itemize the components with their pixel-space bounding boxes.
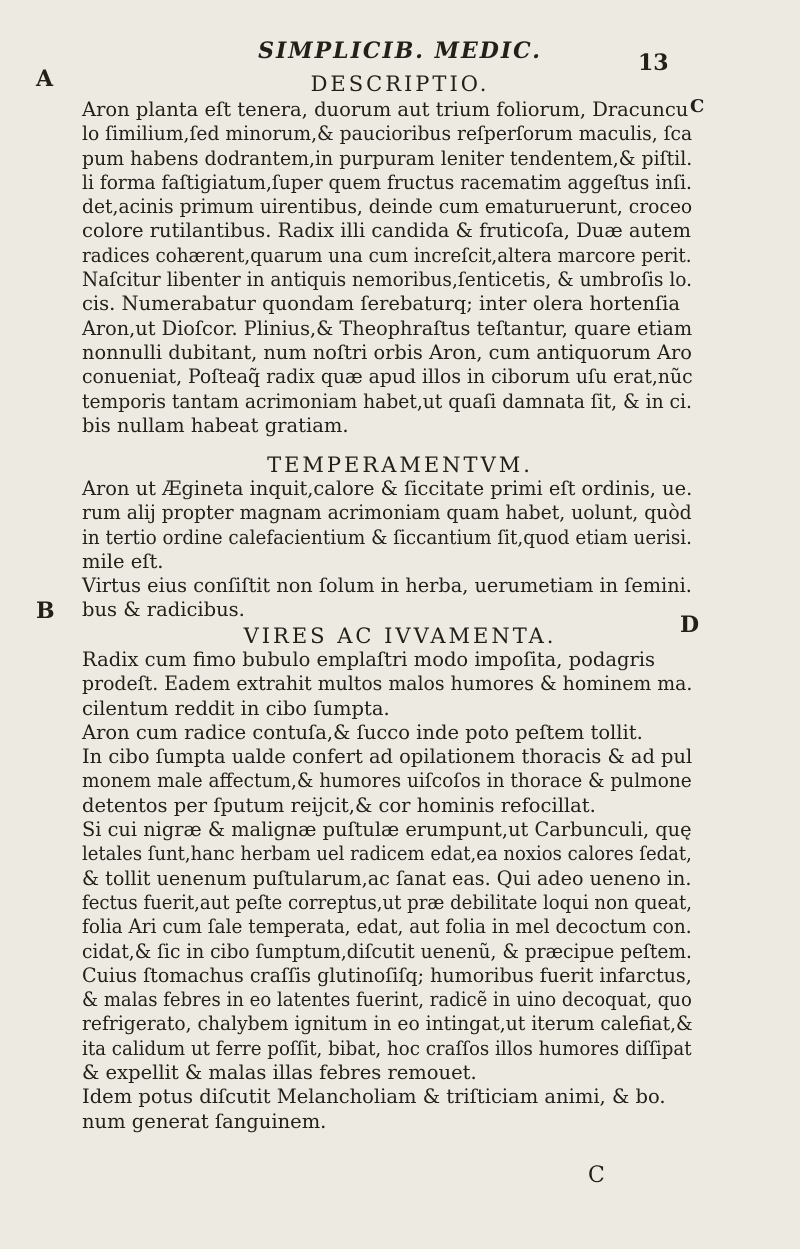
- text-line: in tertio ordine calefacientium & ſiccantium ſit,quod etiam uerisi.: [82, 525, 692, 549]
- text-line: temporis tantam acrimoniam habet,ut quaſi damnata ſit, & in ci.: [82, 389, 692, 413]
- text-line: li forma faſtigiatum,ſuper quem fructus racematim aggeſtus inſi.: [82, 170, 692, 194]
- text-line: cidat,& ſic in cibo ſumptum,diſcutit uenenũ, & præcipue peſtem.: [82, 939, 692, 963]
- text-line: bus & radicibus.: [82, 598, 245, 622]
- descriptio-text: [82, 98, 692, 438]
- running-title: SIMPLICIB. MEDIC.: [258, 38, 542, 64]
- margin-letter-d: D: [680, 612, 700, 638]
- text-line: Aron cum radice contuſa,& ſucco inde poto peſtem tollit.: [82, 720, 643, 744]
- text-line: Virtus eius conſiſtit non ſolum in herba, uerumetiam in ſemini.: [82, 574, 692, 598]
- text-line: cilentum reddit in cibo ſumpta.: [82, 696, 390, 720]
- text-line: fectus fuerit,aut peſte correptus,ut præ debilitate loqui non queat,: [82, 890, 693, 914]
- text-line: In cibo ſumpta ualde confert ad opilationem thoracis & ad pul: [82, 745, 693, 769]
- text-line: radices cohærent,quarum una cum increſcit,altera marcore perit.: [82, 243, 692, 267]
- text-line: det,acinis primum uirentibus, deinde cum ematuruerunt, croceo: [82, 195, 693, 219]
- text-line: & expellit & malas illas febres remouet.: [82, 1061, 477, 1085]
- text-line: colore rutilantibus. Radix illi candida & fruticoſa, Duæ autem: [82, 219, 691, 243]
- text-line: letales ſunt,hanc herbam uel radicem edat,ea noxios calores ſedat,: [82, 842, 692, 866]
- text-line: lo ſimilium,ſed minorum,& paucioribus reſperſorum maculis, ſca: [82, 122, 693, 146]
- text-line: rum alij propter magnam acrimoniam quam habet, uolunt, quòd: [82, 501, 692, 525]
- text-line: mile eſt.: [82, 549, 164, 573]
- section-title-vires: VIRES AC IVVAMENTA.: [243, 624, 557, 648]
- text-line: conueniat, Poſteaq̃ radix quæ apud illos in ciborum uſu erat,nũc: [82, 365, 693, 389]
- text-line: ita calidum ut ferre poſſit, bibat, hoc craſſos illos humores diſſipat: [82, 1036, 692, 1060]
- text-line: detentos per ſputum reijcit,& cor hominis refocillat.: [82, 793, 596, 817]
- page-number: 13: [638, 50, 669, 76]
- temperamentum-text: [82, 477, 692, 623]
- text-line: & tollit uenenum puſtularum,ac ſanat eas. Qui adeo ueneno in.: [82, 866, 692, 890]
- margin-letter-b: B: [36, 598, 55, 624]
- text-line: Naſcitur libenter in antiquis nemoribus,ſenticetis, & umbroſis lo.: [82, 268, 693, 292]
- margin-letter-c: C: [690, 96, 705, 117]
- text-line: num generat ſanguinem.: [82, 1109, 327, 1133]
- text-line: folia Ari cum ſale temperata, edat, aut folia in mel decoctum con.: [82, 915, 692, 939]
- text-line: nonnulli dubitant, num noſtri orbis Aron, cum antiquorum Aro: [82, 340, 692, 364]
- text-line: cis. Numerabatur quondam ſerebaturq; inter olera hortenſia: [82, 292, 681, 316]
- text-line: Aron ut Æginetа inquit,calore & ſiccitate primi eſt ordinis, ue.: [82, 477, 693, 500]
- text-line: refrigerato, chalybem ignitum in eo intingat,ut iterum calefiat,&: [82, 1012, 693, 1036]
- text-line: & malas febres in eo latentes fuerint, radicẽ in uino decoquat, quo: [82, 988, 692, 1012]
- text-line: Aron planta eſt tenera, duorum aut trium foliorum, Dracuncu: [82, 98, 689, 121]
- catchword: C: [588, 1163, 605, 1188]
- text-line: monem male affectum,& humores uiſcoſos in thorace & pulmone: [82, 769, 692, 793]
- text-line: prodeſt. Eadem extrahit multos malos humores & hominem ma.: [82, 672, 693, 696]
- section-title-descriptio: DESCRIPTIO.: [310, 72, 490, 96]
- section-title-temperamentum: TEMPERAMENTVM.: [267, 453, 533, 477]
- vires-text: [82, 648, 692, 1134]
- text-line: Idem potus diſcutit Melancholiam & triſticiam animi, & bo.: [82, 1085, 666, 1109]
- text-line: Aron,ut Dioſcor. Plinius,& Theophraſtus teſtantur, quare etiam: [82, 316, 693, 340]
- text-line: bis nullam habeat gratiam.: [82, 413, 349, 437]
- text-line: Cuius ſtomachus craſſis glutinoſiſq; humoribus fuerit infarctus,: [82, 963, 692, 987]
- margin-letter-a: A: [36, 66, 54, 92]
- text-line: pum habens dodrantem,in purpuram leniter tendentem,& piſtil.: [82, 146, 693, 170]
- text-line: Radix cum fimo bubulo emplaſtri modo impoſita, podagris: [82, 648, 656, 671]
- text-line: Si cui nigræ & malignæ puſtulæ erumpunt,ut Carbunculi, quę: [82, 818, 692, 842]
